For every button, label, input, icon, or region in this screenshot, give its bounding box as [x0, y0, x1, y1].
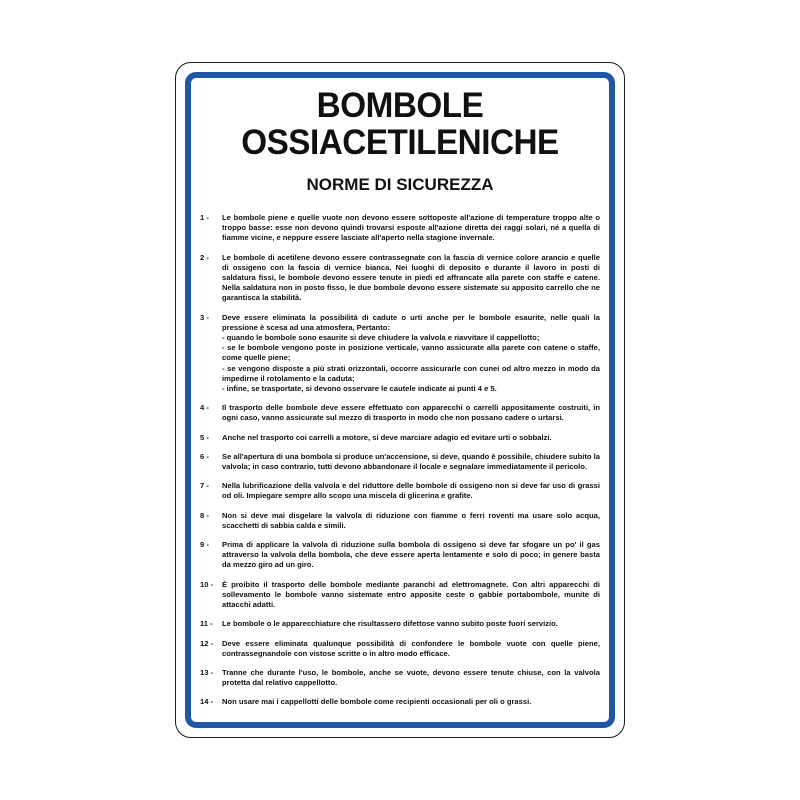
- sign-title-line-2: OSSIACETILENICHE: [241, 123, 559, 162]
- safety-rule-text: [222, 511, 600, 531]
- safety-rule-number: 13 -: [200, 667, 214, 677]
- safety-rule-line: Tranne che durante l'uso, le bombole, anche se vuote, devono essere tenute chiuse, con la valvola protetta dal relativo cappellotto.: [222, 667, 600, 688]
- safety-rule-line: Se all'apertura di una bombola si produce un'accensione, si deve, quando è possibile, chiudere subito la valvola; in caso contrario, tutti devono abbandonare il locale e segnalare immediatamente il pericolo.: [222, 451, 600, 472]
- safety-rule-line: Deve essere eliminata la possibilità di cadute o urti anche per le bombole esaurite, nelle quali la pressione è scesa ad una atmosfera, Pertanto:: [222, 312, 600, 332]
- sign-content: [200, 87, 600, 717]
- safety-rule-line: Le bombole o le apparecchiature che risultassero difettose vanno subito poste fuori servizio.: [222, 619, 558, 629]
- safety-rule-item: [200, 580, 600, 611]
- safety-rule-text: [222, 213, 600, 244]
- safety-rule-text: [222, 313, 600, 395]
- safety-rule-line: Le bombole piene e quelle vuote non devono essere sottoposte all'azione di temperature troppo alte o troppo basse: esse non devono quindi trovarsi esposte all'azione diretta dei raggi solari, né a quella di fiamme vicine, e neppure essere lasciate all'aperto nella stagione invernale.: [222, 213, 600, 243]
- safety-rule-text: [222, 668, 600, 688]
- safety-rule-item: [200, 511, 600, 531]
- safety-rule-number: 6 -: [200, 451, 209, 461]
- safety-rule-number: 4 -: [200, 403, 209, 413]
- safety-rule-number: 2 -: [200, 252, 209, 262]
- safety-rule-item: [200, 213, 600, 244]
- safety-rule-text: [222, 639, 600, 659]
- safety-rule-line: È proibito il trasporto delle bombole mediante paranchi ad elettromagnete. Con altri apparecchi di sollevamento le bombole vanno sistemate entro apposite ceste o gabbie portabombole, munite di attacchi adatti.: [222, 579, 600, 610]
- safety-rule-number: 10 -: [200, 579, 214, 589]
- safety-rule-item: [200, 313, 600, 395]
- safety-rule-text: [222, 619, 600, 629]
- safety-rule-item: [200, 433, 600, 443]
- safety-sign: [175, 62, 625, 738]
- safety-rule-text: [222, 697, 600, 707]
- safety-rule-line: Nella lubrificazione della valvola e del riduttore delle bombole di ossigeno non si deve far uso di grassi od oli. Impiegare sempre allo scopo una miscela di glicerina e grafite.: [222, 481, 600, 501]
- safety-rule-line: Deve essere eliminata qualunque possibilità di confondere le bombole vuote con quelle piene, contrassegnandole con vistose scritte o in altro modo efficace.: [222, 638, 600, 658]
- safety-rule-line: - se vengono disposte a più strati orizzontali, occorre assicurarle con cunei od altro mezzo in modo da impedirne il rotolamento e la caduta;: [222, 363, 600, 383]
- safety-rule-number: 5 -: [200, 432, 209, 442]
- safety-rule-line: Il trasporto delle bombole deve essere effettuato con apparecchi o carrelli appositamente costruiti, in ogni caso, vanno assicurate sul mezzo di trasporto in modo che non possano cadere o urtarsi.: [222, 403, 600, 423]
- safety-rule-line: - quando le bombole sono esaurite si deve chiudere la valvola e riavvitare il cappellotto;: [222, 333, 540, 343]
- safety-rule-item: [200, 697, 600, 707]
- safety-rule-number: 3 -: [200, 312, 209, 322]
- safety-rule-item: [200, 619, 600, 629]
- safety-rule-number: 12 -: [200, 638, 214, 648]
- sign-subtitle: NORME DI SICUREZZA: [306, 175, 494, 194]
- safety-rule-text: [222, 481, 600, 501]
- safety-rules-list: [200, 213, 600, 708]
- safety-rule-text: [222, 403, 600, 423]
- safety-rule-line: - se le bombole vengono poste in posizione verticale, vanno assicurate alla parete con catene o staffe, come quelle piene;: [222, 343, 600, 363]
- sign-title: [210, 87, 590, 161]
- safety-rule-line: Non usare mai i cappellotti delle bombole come recipienti occasionali per oli o grassi.: [222, 697, 532, 707]
- safety-rule-number: 8 -: [200, 510, 209, 520]
- safety-rule-line: Prima di applicare la valvola di riduzione sulla bombola di ossigeno si deve far sfogare un po' il gas attraverso la valvola della bombola, che deve essere aperta lentamente e solo di poco; in genere basta da mezzo giro ad un giro.: [222, 540, 600, 570]
- sign-title-line-1: BOMBOLE: [316, 86, 484, 125]
- safety-rule-text: [222, 253, 600, 304]
- safety-rule-text: [222, 580, 600, 611]
- safety-rule-item: [200, 452, 600, 472]
- safety-rule-text: [222, 433, 600, 443]
- safety-rule-item: [200, 540, 600, 571]
- safety-rule-number: 7 -: [200, 481, 209, 491]
- safety-rule-line: Anche nel trasporto coi carrelli a motore, si deve marciare adagio ed evitare urti o sobbalzi.: [222, 432, 552, 442]
- safety-rule-item: [200, 253, 600, 304]
- safety-rule-number: 1 -: [200, 213, 209, 222]
- safety-rule-line: Le bombole di acetilene devono essere contrassegnate con la fascia di vernice colore arancio e quelle di ossigeno con la fascia di vernice bianca. Nei luoghi di deposito e durante il lavoro in posti di saldatura fissi, le bombole devono essere tenute in piedi ed affrancate alla parete con staffe e catene. Nella saldatura non in posto fisso, le due bombole devono essere sistemate su apposito carrello che ne garantisca la stabilità.: [222, 252, 600, 303]
- safety-rule-text: [222, 540, 600, 571]
- safety-rule-text: [222, 452, 600, 472]
- safety-rule-item: [200, 403, 600, 423]
- safety-rule-item: [200, 639, 600, 659]
- safety-rule-line: Non si deve mai disgelare la valvola di riduzione con fiamme o ferri roventi ma usare solo acqua, scacchetti di sabbia calda e simili.: [222, 510, 600, 530]
- safety-rule-number: 11 -: [200, 619, 213, 629]
- safety-rule-item: [200, 668, 600, 688]
- safety-rule-item: [200, 481, 600, 501]
- safety-rule-number: 9 -: [200, 540, 209, 550]
- safety-rule-number: 14 -: [200, 697, 214, 707]
- safety-rule-line: - infine, se trasportate, si devono osservare le cautele indicate ai punti 4 e 5.: [222, 384, 497, 394]
